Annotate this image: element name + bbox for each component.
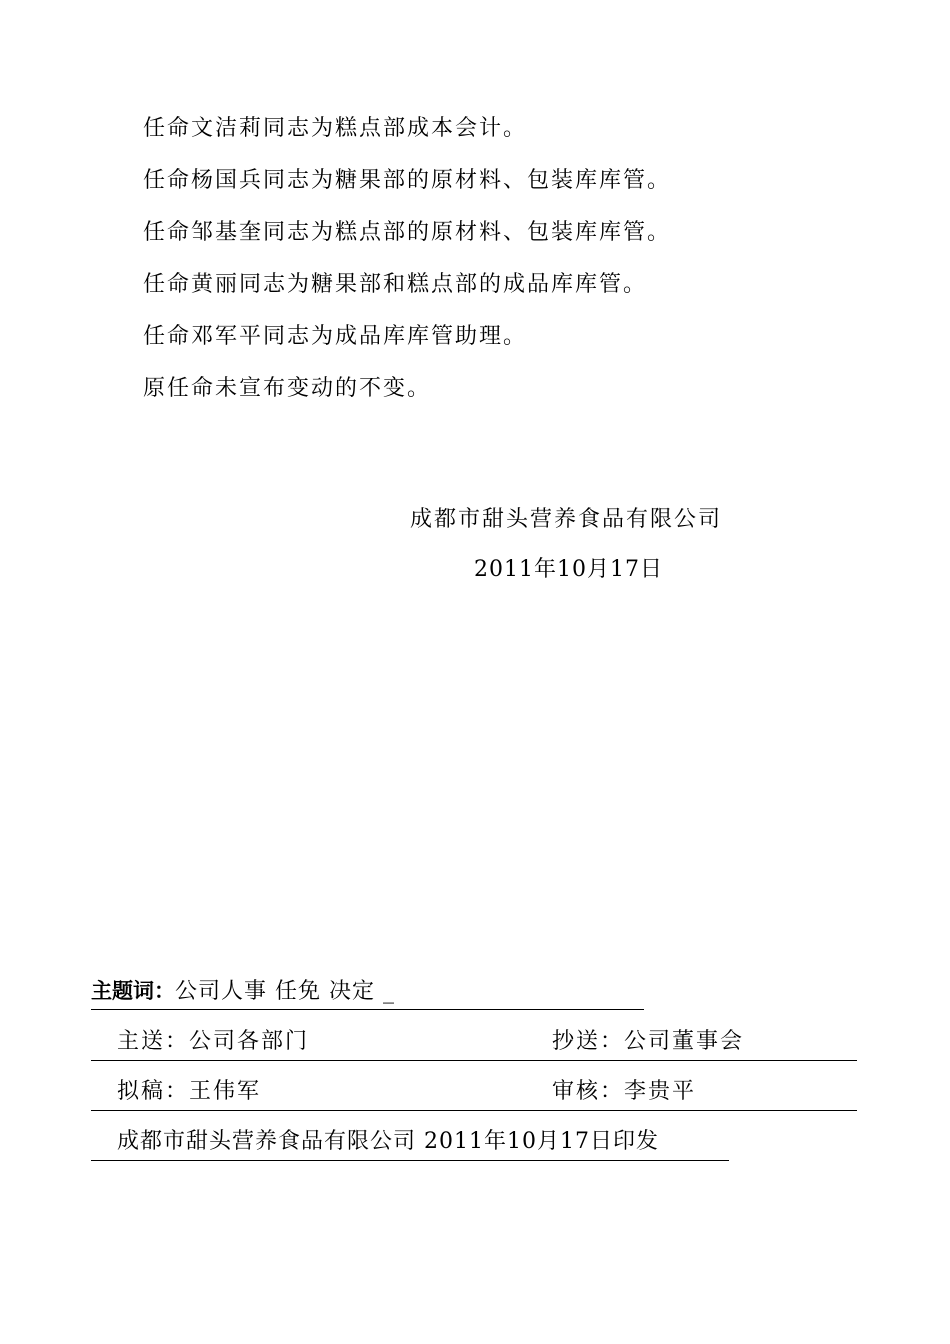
keywords-row [91,973,644,1010]
body-paragraphs [143,103,671,415]
drafter: 拟稿：王伟军 [117,1079,262,1104]
keywords-label: 主题词： [91,979,175,1003]
body-line: 任命邹基奎同志为糕点部的原材料、包装库库管。 [143,220,672,245]
signature-date: 2011年10月17日 [474,557,663,582]
signature-company: 成都市甜头营养食品有限公司 [410,507,723,532]
send-to: 主送：公司各部门 [117,1029,310,1054]
copy-to: 抄送：公司董事会 [552,1029,745,1054]
body-line: 任命黄丽同志为糖果部和糕点部的成品库库管。 [143,272,648,297]
body-line: 任命杨国兵同志为糖果部的原材料、包装库库管。 [143,168,672,193]
body-line: 原任命未宣布变动的不变。 [143,376,432,401]
body-line: 任命文洁莉同志为糕点部成本会计。 [143,116,528,141]
keywords-value: 公司人事 任免 决定 _ [175,979,395,1004]
distribution-row [91,1024,857,1061]
reviewer: 审核：李贵平 [552,1079,697,1104]
authorship-row [91,1074,857,1111]
issuer-line: 成都市甜头营养食品有限公司 2011年10月17日印发 [117,1129,659,1154]
issuer-row [91,1124,729,1161]
body-line: 任命邓军平同志为成品库库管助理。 [143,324,528,349]
